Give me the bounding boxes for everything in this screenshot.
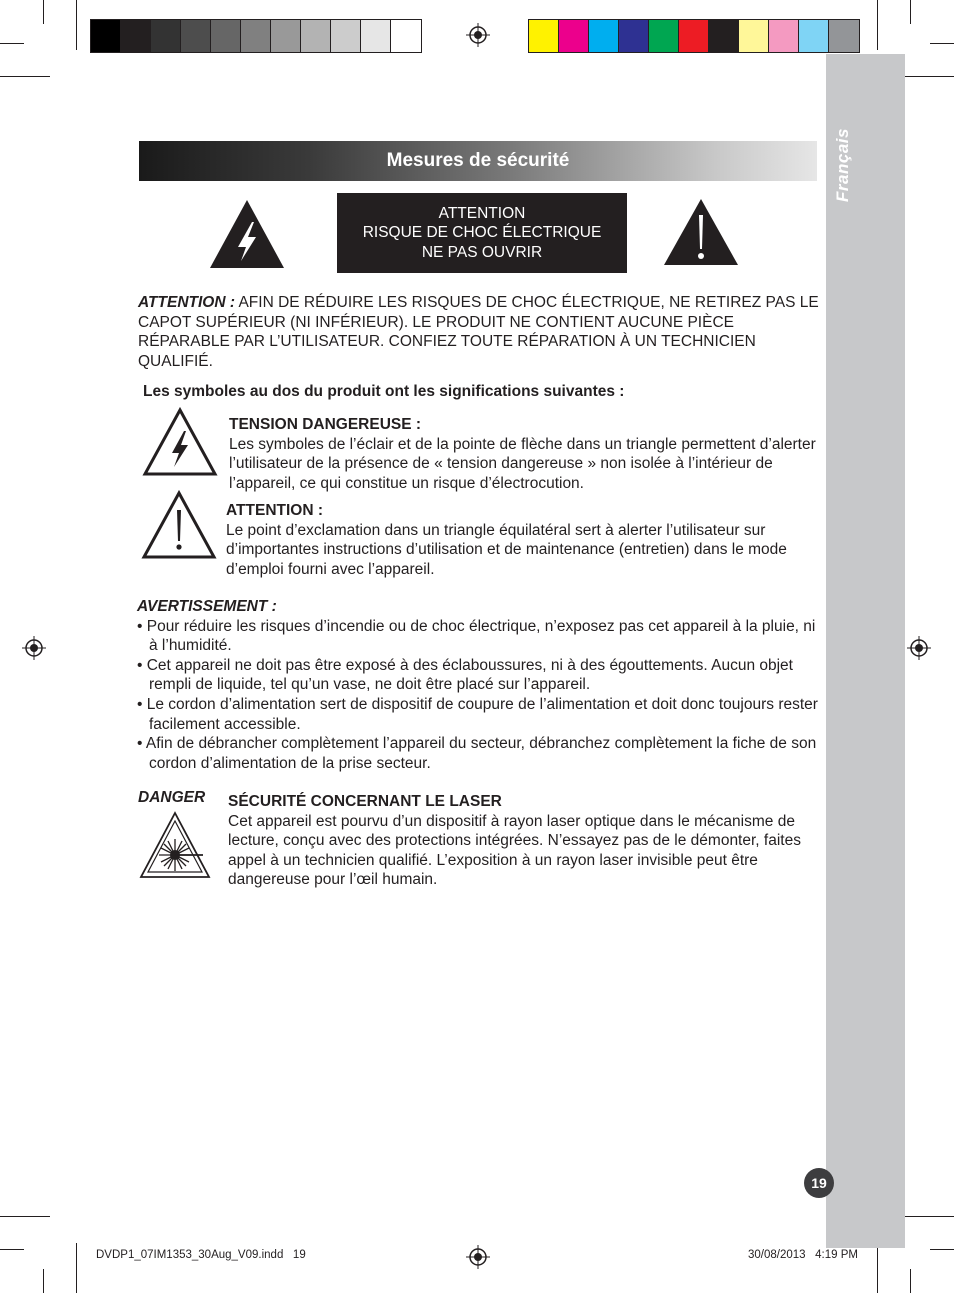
- crop-mark: [0, 1249, 24, 1250]
- process-swatch: [559, 20, 589, 52]
- warning-bullet: • Pour réduire les risques d’incendie ou de choc électrique, n’exposez pas cet appareil à la pluie, ni à l’humidité.: [137, 617, 816, 655]
- registration-mark-icon: [466, 1245, 490, 1269]
- process-swatch: [829, 20, 859, 52]
- crop-mark: [0, 1216, 50, 1217]
- registration-mark-icon: [907, 636, 931, 660]
- crop-mark: [930, 43, 954, 44]
- gray-swatch: [331, 20, 361, 52]
- footer-filename: DVDP1_07IM1353_30Aug_V09.indd 19: [96, 1249, 306, 1261]
- crop-mark: [904, 1216, 954, 1217]
- gray-swatch: [361, 20, 391, 52]
- attention-label: ATTENTION :: [138, 294, 236, 311]
- exclamation-triangle-outline-icon: [141, 490, 217, 560]
- warning-bullet: • Cet appareil ne doit pas être exposé à des éclaboussures, ni à des égouttements. Aucun objet rempli de liquide, tel qu’un vase, ne doit être placé sur l’appareil.: [137, 656, 793, 694]
- crop-mark: [877, 0, 878, 50]
- warning-bullet: • Le cordon d’alimentation sert de dispositif de coupure de l’alimentation et doit donc toujours rester facilement accessible.: [137, 695, 818, 733]
- gray-swatch: [181, 20, 211, 52]
- symbol-text: Le point d’exclamation dans un triangle équilatéral sert à alerter l’utilisateur sur d’importantes instructions d’utilisation et de maintenance (entretien) dans le mode d’emploi fourni avec l’appareil.: [226, 521, 787, 578]
- crop-mark: [910, 1269, 911, 1293]
- gray-swatch: [391, 20, 421, 52]
- crop-mark: [76, 0, 77, 50]
- exclamation-triangle-icon: [662, 197, 740, 267]
- crop-mark: [0, 43, 24, 44]
- warning-line: ATTENTION: [438, 204, 526, 222]
- registration-mark-icon: [466, 23, 490, 47]
- lightning-triangle-icon: [208, 198, 286, 270]
- laser-title: SÉCURITÉ CONCERNANT LE LASER: [228, 793, 502, 810]
- process-color-bar: [528, 19, 860, 53]
- laser-text: Cet appareil est pourvu d’un dispositif à rayon laser optique dans le mécanisme de lecture, conçu avec des protections intégrées. N’essayez pas de le démonter, faites appel à un technicien qualifié. L’exposition à un rayon laser invisible peut être dangereuse pour l’œil humain.: [228, 812, 801, 889]
- lightning-triangle-outline-icon: [142, 407, 218, 477]
- process-swatch: [649, 20, 679, 52]
- gray-swatch: [211, 20, 241, 52]
- gray-color-bar: [90, 19, 422, 53]
- process-swatch: [799, 20, 829, 52]
- warning-box: [337, 193, 627, 273]
- crop-mark: [0, 76, 50, 77]
- symbol-text: Les symboles de l’éclair et de la pointe de flèche dans un triangle permettent d’alerter l’utilisateur de la présence de « tension dangereuse » non isolée à l’intérieur de l’appareil, ce qui constitue un risque d’électrocution.: [229, 435, 816, 492]
- language-label: Français: [833, 128, 852, 202]
- laser-description: [228, 792, 818, 890]
- warning-line: NE PAS OUVRIR: [421, 243, 543, 261]
- page-number: 19: [804, 1168, 834, 1198]
- gray-swatch: [301, 20, 331, 52]
- process-swatch: [589, 20, 619, 52]
- gray-swatch: [151, 20, 181, 52]
- side-tab: [826, 54, 905, 1248]
- process-swatch: [739, 20, 769, 52]
- attention-paragraph: [138, 293, 820, 371]
- symbol-desc-voltage: [229, 415, 819, 493]
- crop-mark: [904, 76, 954, 77]
- gray-swatch: [241, 20, 271, 52]
- section-header: [139, 141, 817, 181]
- gray-swatch: [91, 20, 121, 52]
- crop-mark: [76, 1243, 77, 1293]
- registration-mark-icon: [22, 636, 46, 660]
- process-swatch: [709, 20, 739, 52]
- warning-title: AVERTISSEMENT :: [137, 598, 277, 615]
- warning-bullet: • Afin de débrancher complètement l’appareil du secteur, débranchez complètement la fiche de son cordon d’alimentation de la prise secteur.: [137, 735, 817, 772]
- attention-text: AFIN DE RÉDUIRE LES RISQUES DE CHOC ÉLECTRIQUE, NE RETIREZ PAS LE CAPOT SUPÉRIEUR (NI INFÉRIEUR). LE PRODUIT NE CONTIENT AUCUNE PIÈCE RÉPARABLE PAR L’UTILISATEUR. CONFIEZ TOUTE RÉPARATION À UN TECHNICIEN QUALIFIÉ.: [138, 294, 819, 370]
- crop-mark: [43, 1269, 44, 1293]
- symbol-desc-attention: [226, 501, 822, 579]
- symbol-title: TENSION DANGEREUSE :: [229, 416, 422, 433]
- gray-swatch: [271, 20, 301, 52]
- warning-section: [137, 597, 821, 773]
- footer-datetime: 30/08/2013 4:19 PM: [748, 1249, 858, 1261]
- language-tab: [826, 115, 860, 215]
- laser-warning-icon: [139, 811, 211, 881]
- process-swatch: [619, 20, 649, 52]
- process-swatch: [679, 20, 709, 52]
- process-swatch: [769, 20, 799, 52]
- process-swatch: [529, 20, 559, 52]
- crop-mark: [910, 0, 911, 24]
- danger-label: DANGER: [138, 789, 206, 806]
- page-title: Mesures de sécurité: [386, 150, 570, 171]
- symbols-intro: Les symboles au dos du produit ont les significations suivantes :: [143, 383, 625, 400]
- warning-line: RISQUE DE CHOC ÉLECTRIQUE: [362, 224, 602, 242]
- symbol-title: ATTENTION :: [226, 502, 324, 519]
- gray-swatch: [121, 20, 151, 52]
- crop-mark: [877, 1243, 878, 1293]
- crop-mark: [930, 1249, 954, 1250]
- crop-mark: [43, 0, 44, 24]
